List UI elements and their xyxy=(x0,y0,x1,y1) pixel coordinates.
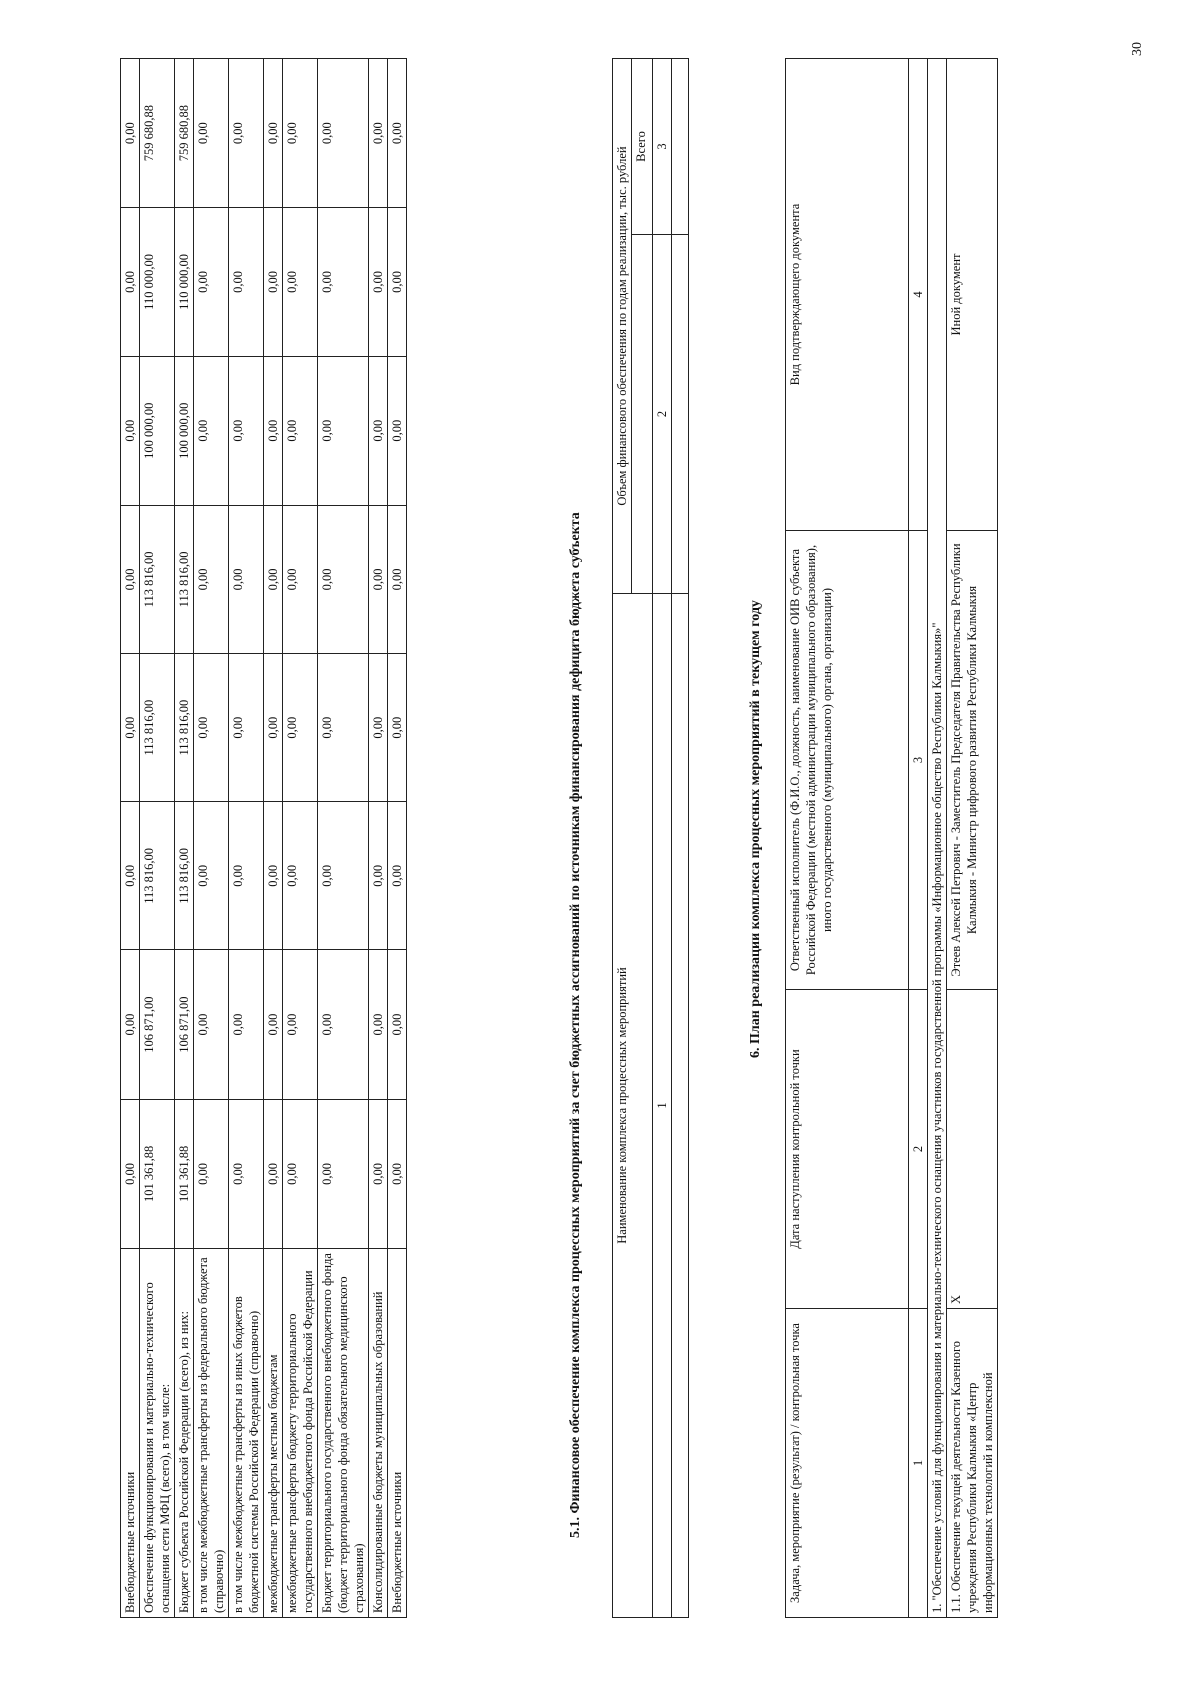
row-value: 0,00 xyxy=(388,208,407,356)
row-value: 759 680,88 xyxy=(140,59,175,208)
item-name: 1.1. Обеспечение текущей деятельности Казенного учреждения Республики Калмыкия «Центр информационных технологий и комплексной xyxy=(947,1309,998,1618)
financing-table-body xyxy=(121,59,407,1618)
row-value: 0,00 xyxy=(264,505,283,653)
row-value: 0,00 xyxy=(283,654,318,802)
row-value: 0,00 xyxy=(121,802,140,950)
row-value: 101 361,88 xyxy=(140,1099,175,1248)
row-value: 0,00 xyxy=(369,208,388,356)
header-executor: Ответственный исполнитель (Ф.И.О., должность, наименование ОИВ субъекта Российской Федерации (местной администрации муниципального образования), иного государственного (муниципального) органа, организации) xyxy=(786,531,909,990)
empty-row xyxy=(672,59,689,1618)
row-value: 759 680,88 xyxy=(175,59,194,208)
row-value: 0,00 xyxy=(369,1099,388,1248)
page-number: 30 xyxy=(1130,42,1145,56)
row-value: 0,00 xyxy=(229,950,264,1099)
header-document: Вид подтверждающего документа xyxy=(786,59,909,531)
row-value: 0,00 xyxy=(194,1099,229,1248)
row-value: 0,00 xyxy=(283,208,318,356)
table-row xyxy=(264,59,283,1618)
row-name: Бюджет субъекта Российской Федерации (всего), из них: xyxy=(175,1249,194,1618)
row-value: 0,00 xyxy=(283,59,318,208)
table-row xyxy=(369,59,388,1618)
row-value: 0,00 xyxy=(283,950,318,1099)
section-6-title: 6. План реализации комплекса процесных мероприятий в текущем году xyxy=(748,600,763,1058)
row-value: 0,00 xyxy=(121,356,140,505)
row-value: 0,00 xyxy=(318,950,369,1099)
financing-table xyxy=(120,58,407,1618)
row-name: Обеспечение функционирования и материально-технического оснащения сети МФЦ (всего), в том числе: xyxy=(140,1249,175,1618)
row-value: 0,00 xyxy=(318,802,369,950)
row-value: 101 361,88 xyxy=(175,1099,194,1248)
row-name: в том числе межбюджетные трансферты из федерального бюджета (справочно) xyxy=(194,1249,229,1618)
row-name: межбюджетные трансферты бюджету территориального государственного внебюджетного фонда Российской Федерации xyxy=(283,1249,318,1618)
row-value: 0,00 xyxy=(283,505,318,653)
row-value: 0,00 xyxy=(388,356,407,505)
header-row xyxy=(786,59,909,1618)
row-value: 100 000,00 xyxy=(140,356,175,505)
row-value: 113 816,00 xyxy=(140,802,175,950)
row-value: 0,00 xyxy=(194,802,229,950)
header-date: Дата наступления контрольной точки xyxy=(786,990,909,1309)
row-value: 0,00 xyxy=(229,505,264,653)
row-value: 0,00 xyxy=(264,59,283,208)
row-value: 0,00 xyxy=(264,208,283,356)
row-value: 100 000,00 xyxy=(175,356,194,505)
row-value: 0,00 xyxy=(121,1099,140,1248)
col-num-4: 4 xyxy=(909,59,928,531)
row-value: 0,00 xyxy=(318,59,369,208)
row-value: 0,00 xyxy=(318,1099,369,1248)
row-value: 0,00 xyxy=(229,654,264,802)
row-value: 0,00 xyxy=(388,59,407,208)
row-value: 0,00 xyxy=(369,654,388,802)
col-num-3: 3 xyxy=(909,531,928,990)
item-document: Иной документ xyxy=(947,59,998,531)
header-total: Всего xyxy=(632,59,653,235)
col-num-1: 1 xyxy=(909,1309,928,1618)
row-value: 0,00 xyxy=(194,356,229,505)
item-row xyxy=(947,59,998,1618)
section-5-1-table xyxy=(612,58,689,1618)
row-value: 0,00 xyxy=(283,356,318,505)
row-value: 0,00 xyxy=(283,802,318,950)
row-value: 0,00 xyxy=(121,950,140,1099)
header-row xyxy=(613,59,632,1618)
row-value: 113 816,00 xyxy=(175,505,194,653)
row-value: 0,00 xyxy=(194,208,229,356)
row-name: Бюджет территориального государственного внебюджетного фонда (бюджет территориального фонда обязательного медицинского страхования) xyxy=(318,1249,369,1618)
table-row xyxy=(194,59,229,1618)
row-value: 0,00 xyxy=(229,802,264,950)
row-value: 0,00 xyxy=(318,654,369,802)
column-number-row xyxy=(653,59,672,1618)
row-value: 113 816,00 xyxy=(175,802,194,950)
row-value: 0,00 xyxy=(194,950,229,1099)
row-value: 0,00 xyxy=(369,505,388,653)
header-task: Задача, мероприятие (результат) / контрольная точка xyxy=(786,1309,909,1618)
row-value: 0,00 xyxy=(229,1099,264,1248)
section-5-1-title: 5.1. Финансовое обеспечение комплекса процессных мероприятий за счет бюджетных ассигнований по источникам финансирования дефицита бюджета субъекта xyxy=(568,512,583,1538)
row-value: 106 871,00 xyxy=(140,950,175,1099)
table-row xyxy=(388,59,407,1618)
row-name: Внебюджетные источники xyxy=(388,1249,407,1618)
col-num-2: 2 xyxy=(653,235,672,594)
row-value: 0,00 xyxy=(318,356,369,505)
table-row xyxy=(140,59,175,1618)
row-value: 0,00 xyxy=(229,59,264,208)
header-years-empty xyxy=(632,235,653,594)
row-value: 113 816,00 xyxy=(140,654,175,802)
row-name: межбюджетные трансферты местным бюджетам xyxy=(264,1249,283,1618)
row-value: 0,00 xyxy=(264,950,283,1099)
row-value: 0,00 xyxy=(229,356,264,505)
item-executor: Этеев Алексей Петрович - Заместитель Председателя Правительства Республики Калмыкия - Министр цифрового развития Республики Калмыкия xyxy=(947,531,998,990)
row-value: 110 000,00 xyxy=(175,208,194,356)
row-value: 0,00 xyxy=(318,208,369,356)
table-row xyxy=(121,59,140,1618)
row-value: 0,00 xyxy=(121,654,140,802)
row-value: 0,00 xyxy=(194,59,229,208)
table-row xyxy=(229,59,264,1618)
task-row xyxy=(928,59,947,1618)
row-value: 0,00 xyxy=(369,802,388,950)
header-volume: Объем финансового обеспечения по годам реализации, тыс. рублей xyxy=(613,59,632,594)
col-num-1: 1 xyxy=(653,594,672,1618)
section-6-table xyxy=(785,58,998,1618)
row-value: 0,00 xyxy=(388,802,407,950)
row-value: 0,00 xyxy=(388,654,407,802)
row-value: 0,00 xyxy=(388,1099,407,1248)
row-value: 0,00 xyxy=(283,1099,318,1248)
row-value: 0,00 xyxy=(388,505,407,653)
row-value: 106 871,00 xyxy=(175,950,194,1099)
row-value: 0,00 xyxy=(264,654,283,802)
col-num-2: 2 xyxy=(909,990,928,1309)
task-1: 1. "Обеспечение условий для функционирования и материально-технического оснащения участников государственной программы «Информационное общество Республики Калмыкия»" xyxy=(928,59,947,1618)
row-value: 0,00 xyxy=(194,505,229,653)
row-value: 0,00 xyxy=(121,505,140,653)
row-name: Консолидированные бюджеты муниципальных образований xyxy=(369,1249,388,1618)
column-number-row xyxy=(909,59,928,1618)
item-date: X xyxy=(947,990,998,1309)
col-num-3: 3 xyxy=(653,59,672,235)
row-name: в том числе межбюджетные трансферты из иных бюджетов бюджетной системы Российской Федерации (справочно) xyxy=(229,1249,264,1618)
row-value: 113 816,00 xyxy=(140,505,175,653)
row-value: 110 000,00 xyxy=(140,208,175,356)
row-value: 0,00 xyxy=(264,802,283,950)
row-value: 0,00 xyxy=(264,356,283,505)
table-row xyxy=(175,59,194,1618)
row-value: 113 816,00 xyxy=(175,654,194,802)
row-value: 0,00 xyxy=(369,59,388,208)
row-value: 0,00 xyxy=(369,950,388,1099)
header-complex-name: Наименование комплекса процессных мероприятий xyxy=(613,594,653,1618)
row-value: 0,00 xyxy=(369,356,388,505)
row-name: Внебюджетные источники xyxy=(121,1249,140,1618)
table-row xyxy=(318,59,369,1618)
row-value: 0,00 xyxy=(229,208,264,356)
row-value: 0,00 xyxy=(264,1099,283,1248)
row-value: 0,00 xyxy=(121,59,140,208)
row-value: 0,00 xyxy=(194,654,229,802)
row-value: 0,00 xyxy=(318,505,369,653)
row-value: 0,00 xyxy=(121,208,140,356)
table-row xyxy=(283,59,318,1618)
row-value: 0,00 xyxy=(388,950,407,1099)
